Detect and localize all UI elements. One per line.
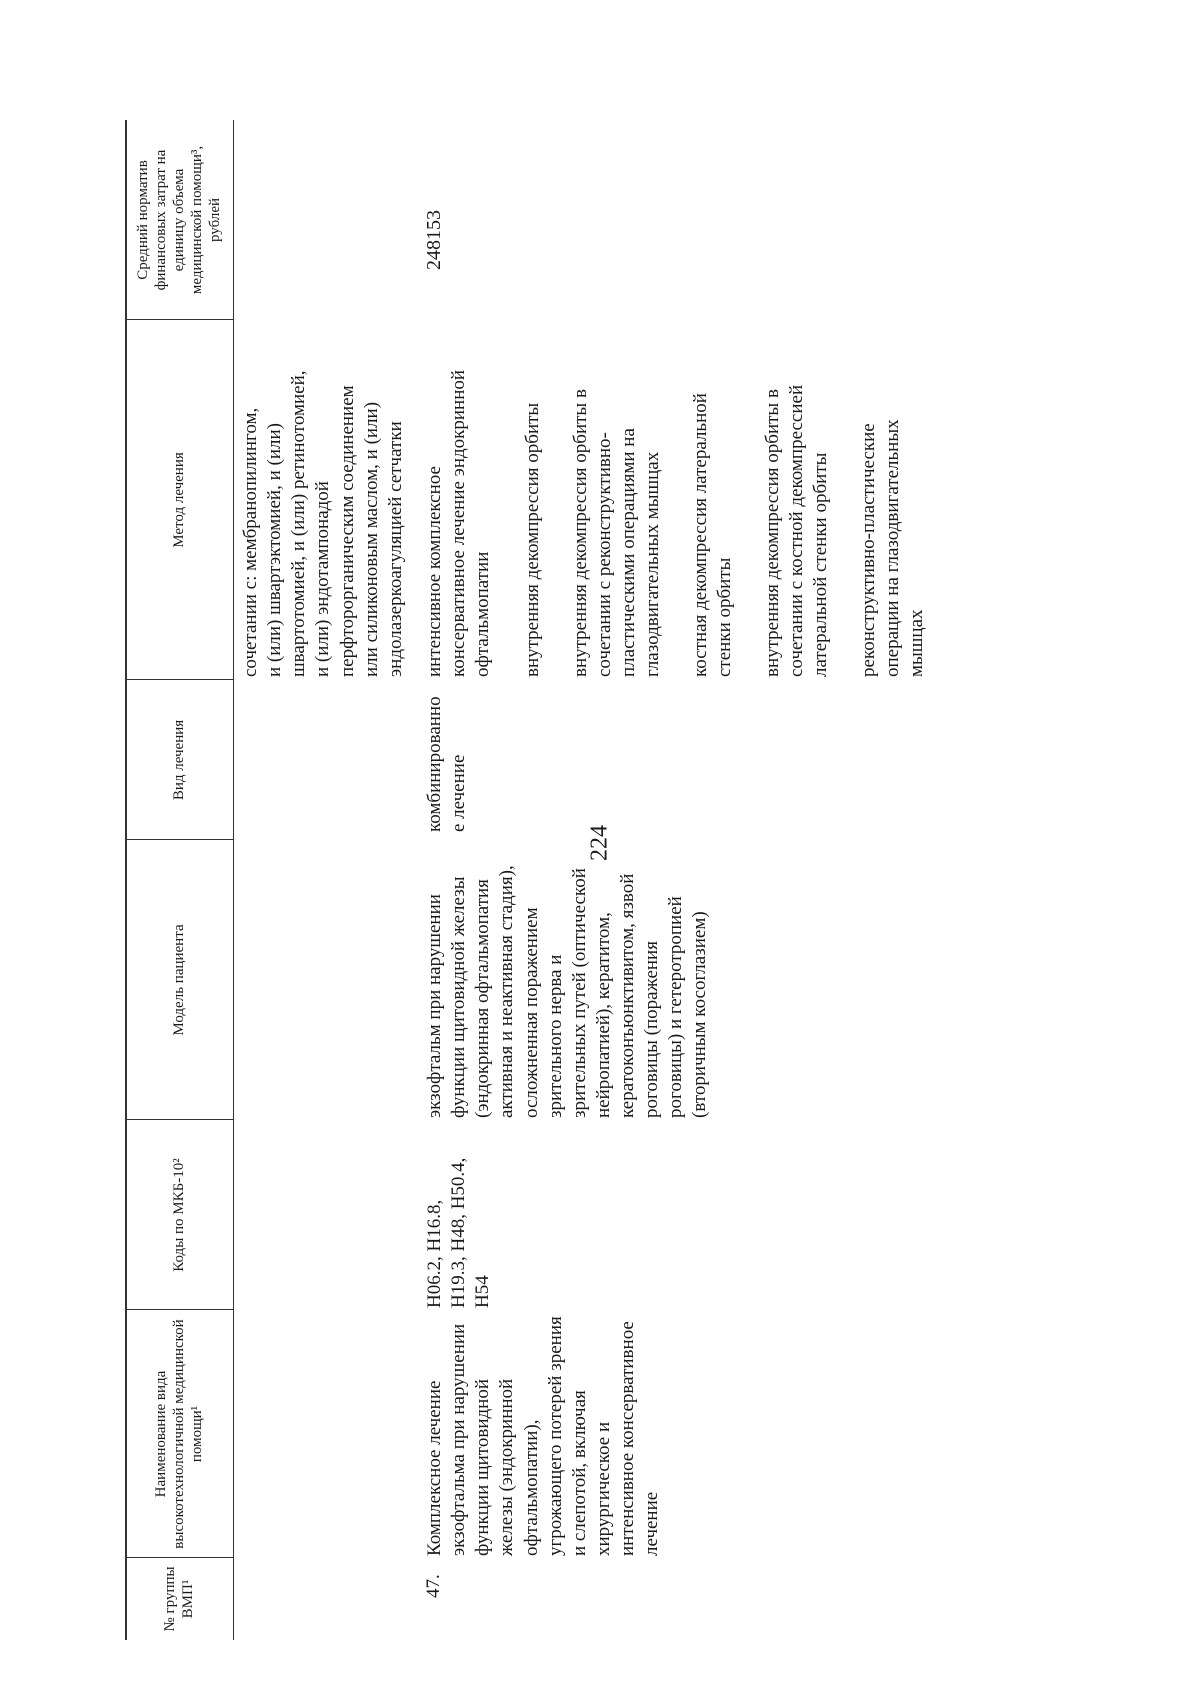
header-group-no: № группы ВМП¹ (162, 1566, 196, 1632)
method-item: внутренняя декомпрессия орбиты в сочетании с костной декомпрессией латеральной стенки орбиты (762, 384, 832, 677)
header-treatment-type: Вид лечения (171, 719, 187, 801)
row-number: 47. (423, 1574, 444, 1598)
method-item: внутренняя декомпрессия орбиты (522, 402, 543, 677)
header-avg-cost: Средний норматив финансовых затрат на единицу объема медицинской помощи³, рублей (135, 145, 223, 295)
method-item: интенсивное комплексное консервативное лечение эндокринной офтальмопатии (424, 369, 494, 677)
treatment-type-cell: комбинированно е лечение (424, 696, 470, 832)
method-item: реконструктивно-пластические операции на глазодвигательных мышцах (858, 419, 928, 677)
header-patient-model: Модель пациента (171, 924, 187, 1036)
header-treatment-method: Метод лечения (171, 452, 187, 548)
header-bottom-rule (233, 120, 234, 1640)
header-icd-codes: Коды по МКБ-10² (171, 1158, 187, 1272)
page-number: 224 (586, 825, 613, 861)
icd-codes-cell: H06.2, H16.8, H19.3, H48, H50.4, H54 (424, 1157, 494, 1308)
method-item: костная декомпрессия латеральной стенки орбиты (690, 393, 736, 677)
method-item: внутренняя декомпрессия орбиты в сочетании с реконструктивно- пластическими операциями на глазодвигательных мышцах (570, 389, 664, 677)
patient-model-cell: экзофтальм при нарушении функции щитовидной железы (эндокринная офтальмопатия активная и неактивная стадия), осложненная поражением зрительного нерва и зрительных путей (оптической нейропатией), кератитом, кератоконъюнктивитом, язвой роговицы (поражения роговицы) и гетеротропией (вторичным косоглазием) (424, 865, 711, 1118)
avg-cost-cell: 248153 (423, 210, 445, 270)
method-continuation: сочетании с: мембранопилингом, и (или) швартэктомией, и (или) швартотомией, и (или) ретинотомией, и (или) эндотампонадой перфторорганическим соединением или силиконовым маслом, и (или) эндолазеркоагуляцией сетчатки (240, 370, 406, 677)
vmp-name-cell: Комплексное лечение экзофтальма при нарушении функции щитовидной железы (эндокринной офтальмопатии), угрожающего потерей зрения и слепотой, включая хирургическое и интенсивное консервативное лечение (424, 1316, 663, 1556)
header-vmp-name: Наименование вида высокотехнологичной медицинской помощи¹ (153, 1319, 205, 1549)
rotated-table (125, 120, 1200, 1640)
